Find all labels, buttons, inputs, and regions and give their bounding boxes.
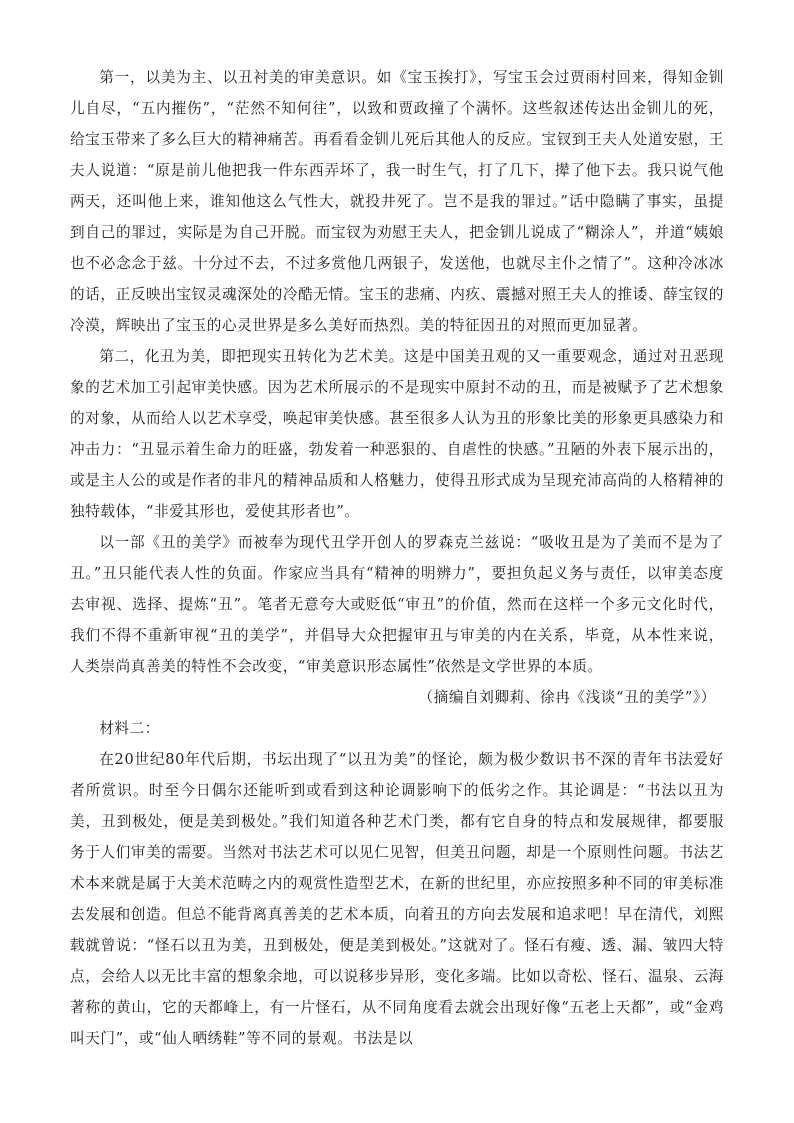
paragraph-second-point: 第二，化丑为美，即把现实丑转化为艺术美。这是中国美丑观的又一重要观念，通过对丑恶现象的艺术加工引起审美快感。因为艺术所展示的不是现实中原封不动的丑，而是被赋予了艺术想象的对象，从而给人以艺术享受，唤起审美快感。甚至很多人认为丑的形象比美的形象更具感染力和冲击力：“丑显示着生命力的旺盛，勃发着一种恶狠的、自虐性的快感。”丑陋的外表下展示出的，或是主人公的或是作者的非凡的精神品质和人格魅力，使得丑形式成为呈现充沛高尚的人格精神的独特载体，“非爱其形也，爱使其形者也”。 <box>70 348 724 520</box>
paragraph-rosenkranz: 以一部《丑的美学》而被奉为现代丑学开创人的罗森克兰兹说：“吸收丑是为了美而不是为了丑。”丑只能代表人性的负面。作家应当具有“精神的明辨力”，要担负起义务与责任，以审美态度去审视、选择、提炼“丑”。笔者无意夸大或贬低“审丑”的价值，然而在这样一个多元文化时代，我们不得不重新审视“丑的美学”，并倡导大众把握审丑与审美的内在关系，毕竟，从本性来说，人类崇尚真善美的特性不会改变，“审美意识形态属性”依然是文学世界的本质。 <box>70 534 724 675</box>
source-citation: （摘编自刘卿莉、徐冉《浅谈“丑的美学”》） <box>418 689 716 706</box>
material-two-heading: 材料二： <box>99 720 160 737</box>
paragraph-first-point: 第一，以美为主、以丑衬美的审美意识。如《宝玉挨打》，写宝玉会过贾雨村回来，得知金钏儿自尽，“五内摧伤”，“茫然不知何往”，以致和贾政撞了个满怀。这些叙述传达出金钏儿的死，给宝玉带来了多么巨大的精神痛苦。再看看金钏儿死后其他人的反应。宝钗到王夫人处道安慰，王夫人说道：“原是前儿他把我一件东西弄坏了，我一时生气，打了几下，撵了他下去。我只说气他两天，还叫他上来，谁知他这么气性大，就投井死了。岂不是我的罪过。”话中隐瞒了事实，虽提到自己的罪过，实际是为自己开脱。而宝钗为劝慰王夫人，把金钏儿说成了“糊涂人”，并道“姨娘也不必念念于兹。十分过不去，不过多赏他几两银子，发送他，也就尽主仆之情了”。这种冷冰冰的话，正反映出宝钗灵魂深处的冷酷无情。宝玉的悲痛、内疚、震撼对照王夫人的推诿、薛宝钗的冷漠，辉映出了宝玉的心灵世界是多么美好而热烈。美的特征因丑的对照而更加显著。 <box>70 69 724 334</box>
paragraph-calligraphy: 在20世纪80年代后期，书坛出现了“以丑为美”的怪论，颇为极少数识书不深的青年书法爱好者所赏识。时至今日偶尔还能听到或看到这种论调影响下的低劣之作。其论调是：“书法以丑为美，丑到极处，便是美到极处。”我们知道各种艺术门类，都有它自身的特点和发展规律，都要服务于人们审美的需要。当然对书法艺术可以见仁见智，但美丑问题，却是一个原则性问题。书法艺术本来就是属于大美术范畴之内的观赏性造型艺术，在新的世纪里，亦应按照多种不同的审美标准去发展和创造。但总不能背离真善美的艺术本质，向着丑的方向去发展和追求吧！早在清代，刘熙载就曾说：“怪石以丑为美，丑到极处，便是美到极处。”这就对了。怪石有瘦、透、漏、皱四大特点，会给人以无比丰富的想象余地，可以说移步异形，变化多端。比如以奇松、怪石、温泉、云海著称的黄山，它的天都峰上，有一片怪石，从不同角度看去就会出现好像“五老上天都”，或“金鸡叫天门”，或“仙人晒绣鞋”等不同的景观。书法是以 <box>70 751 724 1047</box>
document-page <box>70 62 724 1054</box>
